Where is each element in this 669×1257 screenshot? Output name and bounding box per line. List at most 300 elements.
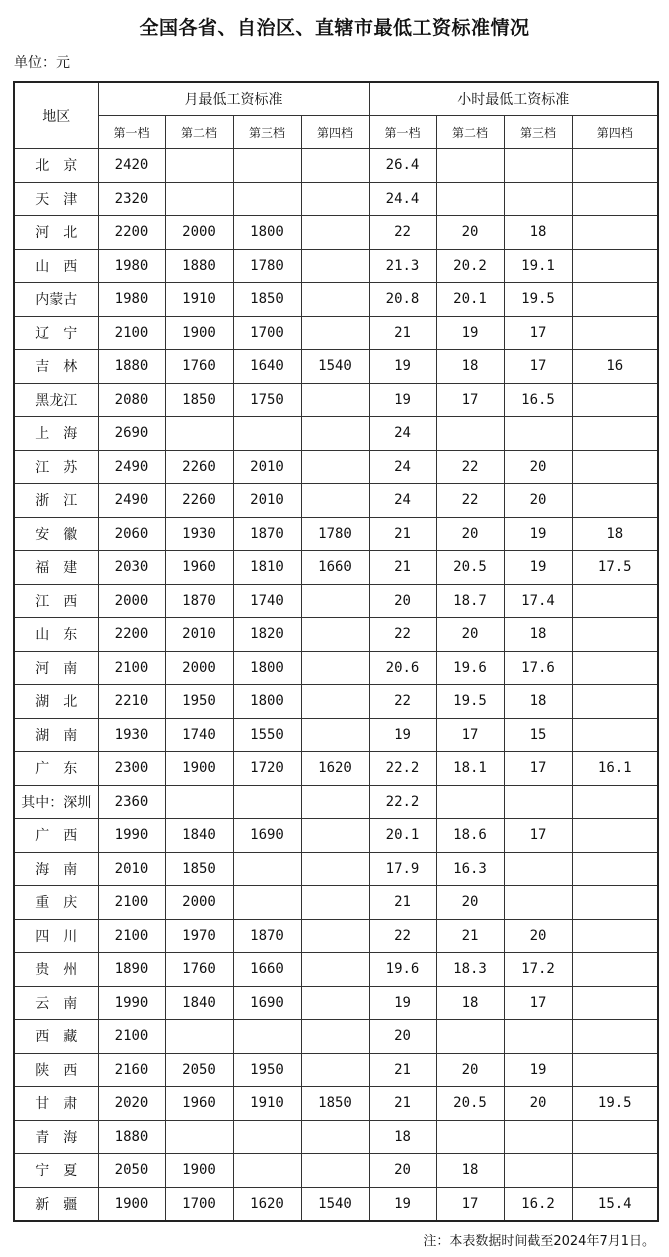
region-cell: 甘 肃 xyxy=(14,1087,98,1121)
footnote: 注：本表数据时间截至2024年7月1日。 xyxy=(423,1234,655,1249)
monthly-tier-2-cell: 1950 xyxy=(165,685,233,719)
monthly-tier-2-cell xyxy=(165,785,233,819)
hourly-tier-4-cell: 18 xyxy=(572,517,658,551)
monthly-tier-2-cell: 2010 xyxy=(165,618,233,652)
hourly-tier-1-cell: 22 xyxy=(369,685,436,719)
hourly-tier-4-cell xyxy=(572,316,658,350)
monthly-tier-2-cell: 2000 xyxy=(165,651,233,685)
hourly-tier-1-cell: 19.6 xyxy=(369,953,436,987)
monthly-tier-1-cell: 1890 xyxy=(98,953,165,987)
hourly-tier-2-cell: 20 xyxy=(436,618,504,652)
monthly-tier-1-cell: 2360 xyxy=(98,785,165,819)
hourly-tier-1-cell: 26.4 xyxy=(369,149,436,183)
monthly-tier-1-cell: 2100 xyxy=(98,886,165,920)
hourly-tier-4-cell xyxy=(572,852,658,886)
monthly-tier-3-cell: 1800 xyxy=(233,651,301,685)
monthly-tier-4-cell xyxy=(301,685,369,719)
hourly-tier-2-cell: 17 xyxy=(436,1187,504,1221)
hourly-tier-2-cell: 18 xyxy=(436,350,504,384)
monthly-tier-2-cell: 1850 xyxy=(165,383,233,417)
hourly-tier-2-cell xyxy=(436,149,504,183)
monthly-tier-2-cell: 2000 xyxy=(165,216,233,250)
hourly-tier-3-cell: 20 xyxy=(504,450,572,484)
hourly-tier-3-cell: 17 xyxy=(504,752,572,786)
table-row xyxy=(14,1120,658,1154)
hourly-tier-3-cell xyxy=(504,1120,572,1154)
monthly-tier-1-cell: 2200 xyxy=(98,216,165,250)
hourly-tier-3-cell: 15 xyxy=(504,718,572,752)
table-row xyxy=(14,953,658,987)
hourly-tier-4-cell: 15.4 xyxy=(572,1187,658,1221)
monthly-tier-3-cell xyxy=(233,852,301,886)
monthly-tier-2-cell: 1760 xyxy=(165,953,233,987)
hourly-tier-2-cell: 18 xyxy=(436,1154,504,1188)
monthly-tier-2-cell: 1910 xyxy=(165,283,233,317)
hourly-tier-4-cell xyxy=(572,149,658,183)
monthly-tier-4-header: 第四档 xyxy=(301,116,369,149)
hourly-tier-2-cell: 19 xyxy=(436,316,504,350)
hourly-tier-3-cell: 17 xyxy=(504,316,572,350)
region-cell: 重 庆 xyxy=(14,886,98,920)
monthly-tier-3-cell: 2010 xyxy=(233,450,301,484)
hourly-tier-2-cell: 20 xyxy=(436,517,504,551)
monthly-tier-3-cell: 1690 xyxy=(233,819,301,853)
table-row xyxy=(14,417,658,451)
hourly-tier-3-cell xyxy=(504,182,572,216)
hourly-tier-4-cell xyxy=(572,651,658,685)
monthly-tier-1-cell: 1930 xyxy=(98,718,165,752)
hourly-tier-2-cell: 20 xyxy=(436,216,504,250)
hourly-tier-4-cell xyxy=(572,182,658,216)
monthly-tier-1-cell: 1980 xyxy=(98,249,165,283)
monthly-tier-2-cell: 2000 xyxy=(165,886,233,920)
monthly-tier-1-cell: 1880 xyxy=(98,1120,165,1154)
hourly-tier-2-cell xyxy=(436,1120,504,1154)
hourly-tier-1-cell: 20.8 xyxy=(369,283,436,317)
hourly-tier-3-cell xyxy=(504,852,572,886)
hourly-tier-4-cell: 19.5 xyxy=(572,1087,658,1121)
monthly-tier-2-cell: 1870 xyxy=(165,584,233,618)
table-row xyxy=(14,584,658,618)
monthly-tier-1-cell: 1900 xyxy=(98,1187,165,1221)
monthly-tier-4-cell xyxy=(301,986,369,1020)
hourly-tier-2-cell: 17 xyxy=(436,383,504,417)
hourly-tier-1-cell: 21 xyxy=(369,1053,436,1087)
region-cell: 安 徽 xyxy=(14,517,98,551)
hourly-tier-3-cell: 17.4 xyxy=(504,584,572,618)
hourly-tier-1-cell: 22 xyxy=(369,919,436,953)
monthly-tier-4-cell xyxy=(301,1120,369,1154)
table-row xyxy=(14,1020,658,1054)
monthly-tier-1-cell: 2010 xyxy=(98,852,165,886)
monthly-tier-2-header: 第二档 xyxy=(165,116,233,149)
monthly-tier-4-cell xyxy=(301,417,369,451)
table-row xyxy=(14,283,658,317)
monthly-tier-4-cell: 1850 xyxy=(301,1087,369,1121)
hourly-tier-2-cell: 22 xyxy=(436,450,504,484)
monthly-tier-1-cell: 2060 xyxy=(98,517,165,551)
hourly-tier-2-cell: 20 xyxy=(436,1053,504,1087)
hourly-tier-4-header: 第四档 xyxy=(572,116,658,149)
hourly-tier-3-cell xyxy=(504,886,572,920)
monthly-tier-4-cell xyxy=(301,651,369,685)
hourly-tier-3-cell: 20 xyxy=(504,484,572,518)
hourly-tier-1-header: 第一档 xyxy=(369,116,436,149)
hourly-tier-2-cell: 20.2 xyxy=(436,249,504,283)
monthly-tier-4-cell: 1620 xyxy=(301,752,369,786)
region-cell: 浙 江 xyxy=(14,484,98,518)
hourly-tier-3-cell xyxy=(504,1020,572,1054)
region-cell: 海 南 xyxy=(14,852,98,886)
monthly-tier-2-cell: 1960 xyxy=(165,551,233,585)
hourly-tier-4-cell xyxy=(572,283,658,317)
hourly-tier-4-cell xyxy=(572,450,658,484)
table-row xyxy=(14,1053,658,1087)
monthly-tier-2-cell: 1970 xyxy=(165,919,233,953)
region-cell: 天 津 xyxy=(14,182,98,216)
table-row xyxy=(14,383,658,417)
monthly-tier-3-header: 第三档 xyxy=(233,116,301,149)
hourly-tier-2-cell xyxy=(436,1020,504,1054)
region-cell: 内蒙古 xyxy=(14,283,98,317)
hourly-tier-4-cell xyxy=(572,718,658,752)
unit-label: 单位：元 xyxy=(14,55,70,71)
monthly-tier-4-cell: 1660 xyxy=(301,551,369,585)
monthly-tier-1-cell: 2000 xyxy=(98,584,165,618)
hourly-tier-1-cell: 21.3 xyxy=(369,249,436,283)
monthly-tier-3-cell: 2010 xyxy=(233,484,301,518)
monthly-tier-3-cell xyxy=(233,1120,301,1154)
hourly-tier-1-cell: 19 xyxy=(369,718,436,752)
hourly-tier-2-cell: 20 xyxy=(436,886,504,920)
region-cell: 贵 州 xyxy=(14,953,98,987)
hourly-tier-1-cell: 21 xyxy=(369,1087,436,1121)
table-row xyxy=(14,986,658,1020)
region-cell: 山 西 xyxy=(14,249,98,283)
hourly-tier-2-cell: 22 xyxy=(436,484,504,518)
hourly-tier-3-cell xyxy=(504,149,572,183)
monthly-tier-4-cell xyxy=(301,149,369,183)
region-cell: 河 北 xyxy=(14,216,98,250)
hourly-tier-4-cell xyxy=(572,484,658,518)
hourly-tier-2-cell: 20.5 xyxy=(436,551,504,585)
hourly-tier-1-cell: 19 xyxy=(369,986,436,1020)
hourly-tier-3-cell: 17 xyxy=(504,819,572,853)
hourly-tier-1-cell: 22 xyxy=(369,216,436,250)
hourly-tier-1-cell: 19 xyxy=(369,383,436,417)
hourly-tier-1-cell: 21 xyxy=(369,551,436,585)
region-cell: 湖 南 xyxy=(14,718,98,752)
region-cell: 辽 宁 xyxy=(14,316,98,350)
region-cell: 黑龙江 xyxy=(14,383,98,417)
region-cell: 广 东 xyxy=(14,752,98,786)
hourly-tier-1-cell: 19 xyxy=(369,350,436,384)
table-row xyxy=(14,484,658,518)
minimum-wage-table xyxy=(13,81,659,1222)
table-row xyxy=(14,1154,658,1188)
hourly-tier-3-cell xyxy=(504,785,572,819)
hourly-tier-2-cell: 20.5 xyxy=(436,1087,504,1121)
monthly-tier-2-cell: 1760 xyxy=(165,350,233,384)
monthly-tier-1-cell: 2080 xyxy=(98,383,165,417)
monthly-tier-1-cell: 1990 xyxy=(98,819,165,853)
region-cell: 江 西 xyxy=(14,584,98,618)
hourly-tier-3-cell: 17.6 xyxy=(504,651,572,685)
table-row xyxy=(14,551,658,585)
monthly-tier-1-cell: 2100 xyxy=(98,1020,165,1054)
hourly-tier-4-cell xyxy=(572,819,658,853)
monthly-tier-2-cell: 1840 xyxy=(165,986,233,1020)
monthly-group-header: 月最低工资标准 xyxy=(98,82,369,116)
monthly-tier-1-cell: 1980 xyxy=(98,283,165,317)
hourly-tier-4-cell xyxy=(572,685,658,719)
hourly-tier-3-cell: 19 xyxy=(504,1053,572,1087)
monthly-tier-4-cell xyxy=(301,450,369,484)
monthly-tier-2-cell: 1930 xyxy=(165,517,233,551)
monthly-tier-2-cell xyxy=(165,182,233,216)
table-row xyxy=(14,618,658,652)
monthly-tier-3-cell: 1640 xyxy=(233,350,301,384)
hourly-tier-2-cell: 18.1 xyxy=(436,752,504,786)
monthly-tier-3-cell: 1820 xyxy=(233,618,301,652)
hourly-tier-1-cell: 19 xyxy=(369,1187,436,1221)
hourly-tier-4-cell xyxy=(572,618,658,652)
monthly-tier-1-cell: 2160 xyxy=(98,1053,165,1087)
monthly-tier-4-cell xyxy=(301,484,369,518)
monthly-tier-3-cell: 1660 xyxy=(233,953,301,987)
hourly-tier-2-cell: 21 xyxy=(436,919,504,953)
monthly-tier-4-cell xyxy=(301,718,369,752)
hourly-tier-3-cell: 19 xyxy=(504,551,572,585)
hourly-tier-1-cell: 22.2 xyxy=(369,785,436,819)
hourly-tier-2-cell: 17 xyxy=(436,718,504,752)
monthly-tier-1-cell: 1880 xyxy=(98,350,165,384)
table-row xyxy=(14,651,658,685)
hourly-tier-1-cell: 20.1 xyxy=(369,819,436,853)
hourly-tier-2-cell: 18.7 xyxy=(436,584,504,618)
hourly-tier-1-cell: 24 xyxy=(369,417,436,451)
hourly-tier-1-cell: 22.2 xyxy=(369,752,436,786)
table-row xyxy=(14,919,658,953)
hourly-tier-1-cell: 24 xyxy=(369,484,436,518)
monthly-tier-1-cell: 2030 xyxy=(98,551,165,585)
header-row-tiers xyxy=(14,116,658,149)
monthly-tier-3-cell: 1870 xyxy=(233,919,301,953)
hourly-tier-1-cell: 21 xyxy=(369,517,436,551)
hourly-tier-3-header: 第三档 xyxy=(504,116,572,149)
monthly-tier-3-cell: 1810 xyxy=(233,551,301,585)
hourly-tier-4-cell xyxy=(572,953,658,987)
monthly-tier-4-cell xyxy=(301,283,369,317)
hourly-tier-4-cell: 16 xyxy=(572,350,658,384)
monthly-tier-1-cell: 1990 xyxy=(98,986,165,1020)
monthly-tier-1-cell: 2100 xyxy=(98,316,165,350)
table-row xyxy=(14,718,658,752)
region-cell: 吉 林 xyxy=(14,350,98,384)
monthly-tier-4-cell xyxy=(301,383,369,417)
hourly-tier-3-cell: 20 xyxy=(504,919,572,953)
table-row xyxy=(14,752,658,786)
hourly-tier-2-cell xyxy=(436,182,504,216)
table-row xyxy=(14,886,658,920)
monthly-tier-1-header: 第一档 xyxy=(98,116,165,149)
monthly-tier-2-cell: 2050 xyxy=(165,1053,233,1087)
hourly-tier-3-cell: 17 xyxy=(504,986,572,1020)
hourly-tier-2-cell: 16.3 xyxy=(436,852,504,886)
hourly-tier-2-cell: 19.6 xyxy=(436,651,504,685)
hourly-tier-2-cell: 18.3 xyxy=(436,953,504,987)
monthly-tier-4-cell xyxy=(301,182,369,216)
monthly-tier-2-cell xyxy=(165,1020,233,1054)
region-cell: 福 建 xyxy=(14,551,98,585)
hourly-tier-4-cell xyxy=(572,1154,658,1188)
monthly-tier-3-cell xyxy=(233,785,301,819)
region-cell: 陕 西 xyxy=(14,1053,98,1087)
monthly-tier-4-cell xyxy=(301,216,369,250)
hourly-tier-3-cell: 17.2 xyxy=(504,953,572,987)
monthly-tier-3-cell xyxy=(233,149,301,183)
hourly-tier-3-cell xyxy=(504,417,572,451)
region-cell: 西 藏 xyxy=(14,1020,98,1054)
monthly-tier-1-cell: 2490 xyxy=(98,484,165,518)
hourly-tier-2-header: 第二档 xyxy=(436,116,504,149)
monthly-tier-4-cell xyxy=(301,953,369,987)
monthly-tier-3-cell xyxy=(233,886,301,920)
region-cell: 北 京 xyxy=(14,149,98,183)
hourly-tier-1-cell: 20.6 xyxy=(369,651,436,685)
hourly-tier-4-cell xyxy=(572,785,658,819)
table-row xyxy=(14,517,658,551)
monthly-tier-1-cell: 2200 xyxy=(98,618,165,652)
monthly-tier-2-cell: 1700 xyxy=(165,1187,233,1221)
hourly-tier-4-cell xyxy=(572,1020,658,1054)
table-body xyxy=(14,149,658,1222)
hourly-tier-4-cell: 17.5 xyxy=(572,551,658,585)
hourly-group-header: 小时最低工资标准 xyxy=(369,82,658,116)
hourly-tier-2-cell: 19.5 xyxy=(436,685,504,719)
hourly-tier-2-cell: 20.1 xyxy=(436,283,504,317)
table-row xyxy=(14,1087,658,1121)
monthly-tier-1-cell: 2490 xyxy=(98,450,165,484)
hourly-tier-2-cell xyxy=(436,417,504,451)
table-row xyxy=(14,1187,658,1221)
monthly-tier-4-cell xyxy=(301,919,369,953)
hourly-tier-4-cell xyxy=(572,886,658,920)
monthly-tier-3-cell xyxy=(233,417,301,451)
hourly-tier-4-cell xyxy=(572,417,658,451)
monthly-tier-2-cell: 1850 xyxy=(165,852,233,886)
region-cell: 其中：深圳 xyxy=(14,785,98,819)
monthly-tier-1-cell: 2690 xyxy=(98,417,165,451)
hourly-tier-1-cell: 20 xyxy=(369,1020,436,1054)
monthly-tier-3-cell: 1740 xyxy=(233,584,301,618)
monthly-tier-3-cell xyxy=(233,182,301,216)
hourly-tier-4-cell xyxy=(572,1120,658,1154)
hourly-tier-4-cell: 16.1 xyxy=(572,752,658,786)
monthly-tier-1-cell: 2210 xyxy=(98,685,165,719)
table-row xyxy=(14,149,658,183)
region-header: 地区 xyxy=(14,82,98,149)
hourly-tier-3-cell: 20 xyxy=(504,1087,572,1121)
table-row xyxy=(14,249,658,283)
hourly-tier-3-cell xyxy=(504,1154,572,1188)
hourly-tier-3-cell: 16.2 xyxy=(504,1187,572,1221)
hourly-tier-4-cell xyxy=(572,1053,658,1087)
hourly-tier-4-cell xyxy=(572,986,658,1020)
page-title: 全国各省、自治区、直辖市最低工资标准情况 xyxy=(139,17,530,39)
monthly-tier-2-cell: 1740 xyxy=(165,718,233,752)
region-cell: 广 西 xyxy=(14,819,98,853)
monthly-tier-1-cell: 2320 xyxy=(98,182,165,216)
monthly-tier-4-cell xyxy=(301,316,369,350)
hourly-tier-3-cell: 16.5 xyxy=(504,383,572,417)
table-row xyxy=(14,316,658,350)
hourly-tier-1-cell: 22 xyxy=(369,618,436,652)
monthly-tier-2-cell xyxy=(165,149,233,183)
monthly-tier-1-cell: 2020 xyxy=(98,1087,165,1121)
monthly-tier-4-cell xyxy=(301,1154,369,1188)
monthly-tier-1-cell: 2300 xyxy=(98,752,165,786)
monthly-tier-3-cell: 1850 xyxy=(233,283,301,317)
monthly-tier-2-cell: 1900 xyxy=(165,1154,233,1188)
monthly-tier-3-cell xyxy=(233,1020,301,1054)
region-cell: 山 东 xyxy=(14,618,98,652)
monthly-tier-4-cell: 1780 xyxy=(301,517,369,551)
monthly-tier-4-cell xyxy=(301,785,369,819)
monthly-tier-3-cell: 1870 xyxy=(233,517,301,551)
region-cell: 云 南 xyxy=(14,986,98,1020)
hourly-tier-1-cell: 18 xyxy=(369,1120,436,1154)
hourly-tier-2-cell: 18 xyxy=(436,986,504,1020)
monthly-tier-3-cell: 1750 xyxy=(233,383,301,417)
table-row xyxy=(14,216,658,250)
monthly-tier-3-cell: 1950 xyxy=(233,1053,301,1087)
hourly-tier-4-cell xyxy=(572,249,658,283)
hourly-tier-3-cell: 18 xyxy=(504,685,572,719)
hourly-tier-3-cell: 19 xyxy=(504,517,572,551)
monthly-tier-1-cell: 2100 xyxy=(98,919,165,953)
region-cell: 宁 夏 xyxy=(14,1154,98,1188)
monthly-tier-3-cell: 1800 xyxy=(233,685,301,719)
hourly-tier-1-cell: 17.9 xyxy=(369,852,436,886)
monthly-tier-3-cell: 1690 xyxy=(233,986,301,1020)
monthly-tier-3-cell: 1720 xyxy=(233,752,301,786)
monthly-tier-4-cell xyxy=(301,1020,369,1054)
hourly-tier-3-cell: 18 xyxy=(504,216,572,250)
monthly-tier-3-cell: 1910 xyxy=(233,1087,301,1121)
monthly-tier-4-cell xyxy=(301,852,369,886)
monthly-tier-4-cell xyxy=(301,886,369,920)
monthly-tier-3-cell: 1620 xyxy=(233,1187,301,1221)
hourly-tier-2-cell xyxy=(436,785,504,819)
monthly-tier-1-cell: 2420 xyxy=(98,149,165,183)
hourly-tier-4-cell xyxy=(572,383,658,417)
table-row xyxy=(14,852,658,886)
table-row xyxy=(14,785,658,819)
table-row xyxy=(14,182,658,216)
monthly-tier-1-cell: 2100 xyxy=(98,651,165,685)
monthly-tier-4-cell xyxy=(301,584,369,618)
monthly-tier-2-cell: 1880 xyxy=(165,249,233,283)
hourly-tier-3-cell: 19.1 xyxy=(504,249,572,283)
hourly-tier-1-cell: 20 xyxy=(369,1154,436,1188)
region-cell: 河 南 xyxy=(14,651,98,685)
monthly-tier-2-cell: 1960 xyxy=(165,1087,233,1121)
hourly-tier-1-cell: 24.4 xyxy=(369,182,436,216)
hourly-tier-1-cell: 24 xyxy=(369,450,436,484)
monthly-tier-3-cell: 1800 xyxy=(233,216,301,250)
hourly-tier-3-cell: 19.5 xyxy=(504,283,572,317)
